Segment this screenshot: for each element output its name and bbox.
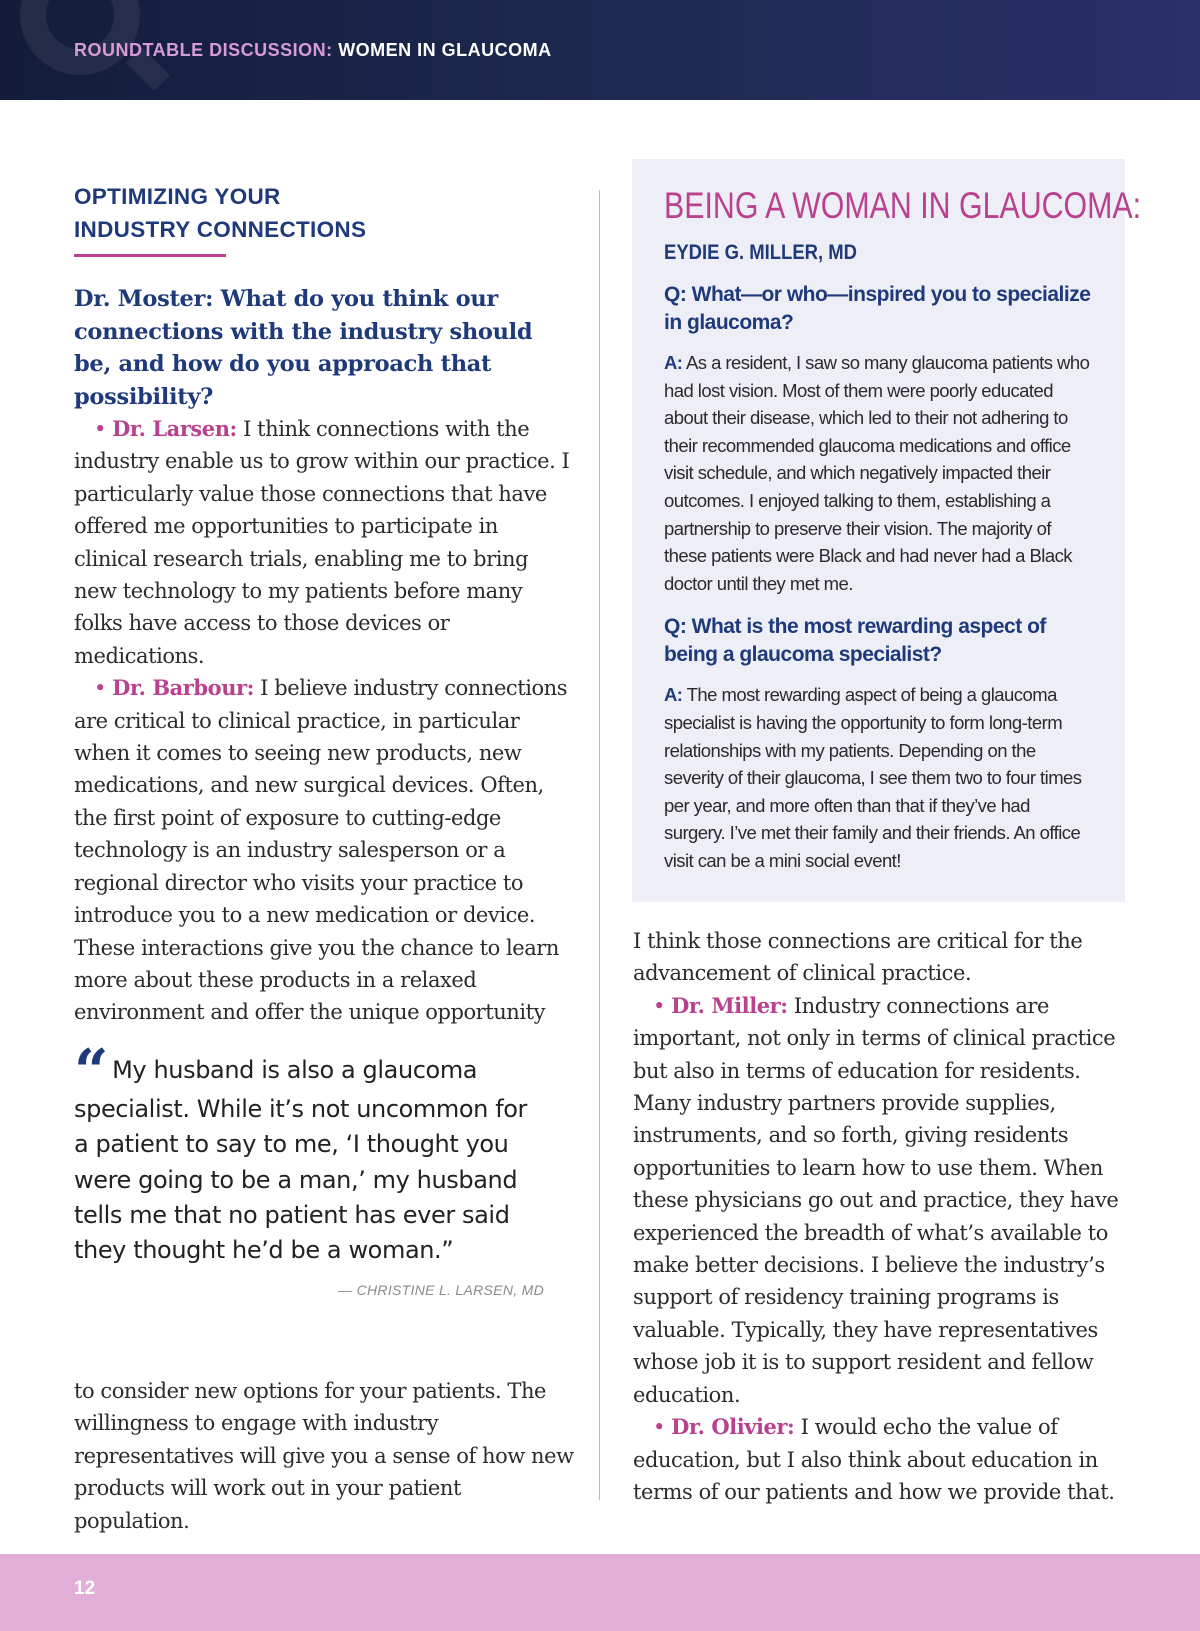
speaker-name: Dr. Larsen: bbox=[112, 416, 237, 441]
left-column-continuation bbox=[74, 1375, 574, 1537]
speaker-name: Dr. Barbour: bbox=[112, 675, 254, 701]
right-column bbox=[633, 925, 1123, 1508]
speaker-name: Dr. Olivier: bbox=[671, 1414, 795, 1440]
pull-quote bbox=[74, 1037, 544, 1299]
sidebar-question-1: Q: What—or who—inspired you to specialize in glaucoma? bbox=[664, 283, 1091, 334]
continuation-text: to consider new options for your patients. The willingness to engage with industry representatives will give you a sense of how new products will work out in your patient population. bbox=[74, 1379, 574, 1533]
page-number: 12 bbox=[74, 1578, 96, 1599]
answer-text: I believe industry connections are critical to clinical practice, in particular when it comes to seeing new products, new medications, and new surgical devices. Often, the first point of exposure to cutting-edge technology is an industry salesperson or a regional director who visits your practice to introduce you to a new medication or device. These interactions give you the chance to learn more about these products in a relaxed environment and offer the unique opportunity bbox=[74, 676, 568, 1025]
sidebar-title: BEING A WOMAN IN GLAUCOMA: bbox=[664, 185, 1142, 226]
section-title bbox=[74, 180, 574, 246]
bullet-icon: • bbox=[653, 1415, 665, 1440]
section-title-line1: OPTIMIZING YOUR bbox=[74, 184, 281, 209]
answer-label: A: bbox=[664, 684, 683, 706]
sidebar-interview bbox=[632, 159, 1142, 902]
answer-text: I think connections with the industry enable us to grow within our practice. I particularly value those connections that have offered me opportunities to participate in clinical research trials, enabling me to bring new technology to my patients before many folks have access to those devices or medications. bbox=[74, 417, 570, 668]
sidebar-answer-1-text: As a resident, I saw so many glaucoma patients who had lost vision. Most of them were poorly educated about their disease, which led to their not adhering to their recommended glaucoma medications and office visit schedule, and which negatively impacted their outcomes. I enjoyed talking to them, establishing a partnership to preserve their vision. The majority of these patients were Black and had never had a Black doctor until they met me. bbox=[664, 352, 1090, 594]
answer-text: Industry connections are important, not only in terms of clinical practice but also in terms of education for residents. Many industry partners provide supplies, instruments, and so forth, giving residents opportunities to learn how to use them. When these physicians go out and practice, they have experienced the breadth of what’s available to make better decisions. I believe the industry’s support of residency training programs is valuable. Typically, they have representatives whose job it is to support resident and fellow education. bbox=[633, 993, 1119, 1407]
answer-paragraph-olivier bbox=[633, 1411, 1123, 1508]
speaker-name: Dr. Miller: bbox=[671, 992, 788, 1018]
bullet-icon: • bbox=[94, 417, 106, 441]
page-footer bbox=[0, 1554, 1200, 1631]
header-kicker: ROUNDTABLE DISCUSSION: bbox=[74, 40, 333, 60]
section-title-line2: INDUSTRY CONNECTIONS bbox=[74, 217, 367, 242]
header-topic: WOMEN IN GLAUCOMA bbox=[338, 40, 552, 60]
sidebar-answer-1 bbox=[664, 349, 1095, 597]
sidebar-answer-2-text: The most rewarding aspect of being a glaucoma specialist is having the opportunity to form long-term relationships with my patients. Depending on the severity of their glaucoma, I see them two to four times per year, and more often than that if they’ve had surgery. I’ve met their family and their friends. An office visit can be a mini social event! bbox=[664, 684, 1082, 871]
quote-mark-icon: “ bbox=[74, 1037, 109, 1107]
answer-paragraph-larsen bbox=[74, 413, 574, 672]
answer-paragraph-barbour bbox=[74, 672, 574, 1028]
pull-quote-text: My husband is also a glaucoma specialist. While it’s not uncommon for a patient to say to me, ‘I thought you were going to be a man,’ my husband tells me that no patient has ever said they thought he’d be a woman.” bbox=[74, 1056, 528, 1265]
sidebar-question-2: Q: What is the most rewarding aspect of being a glaucoma specialist? bbox=[664, 615, 1046, 667]
header-title bbox=[74, 40, 552, 61]
left-column bbox=[74, 180, 574, 1029]
page-header bbox=[0, 0, 1200, 100]
sidebar-answer-2 bbox=[664, 681, 1095, 874]
left-body-text bbox=[74, 413, 574, 1029]
answer-label: A: bbox=[664, 352, 683, 373]
bullet-icon: • bbox=[653, 993, 665, 1018]
answer-text: I would echo the value of education, but I also think about education in terms of our patients and how we provide that. bbox=[633, 1415, 1115, 1504]
pull-quote-attribution: — CHRISTINE L. LARSEN, MD bbox=[338, 1282, 544, 1299]
column-divider bbox=[599, 190, 600, 1500]
moderator-question: Dr. Moster: What do you think our connections with the industry should be, and how do you approach that possibility? bbox=[74, 286, 533, 410]
answer-paragraph-miller bbox=[633, 990, 1123, 1411]
bullet-icon: • bbox=[94, 676, 106, 701]
pull-quote-text-block bbox=[74, 1037, 544, 1268]
right-lead-text: I think those connections are critical for the advancement of clinical practice. bbox=[633, 929, 1083, 986]
section-rule bbox=[74, 254, 226, 257]
sidebar-name: EYDIE G. MILLER, MD bbox=[664, 241, 858, 264]
header-watermark-q bbox=[20, 0, 140, 75]
